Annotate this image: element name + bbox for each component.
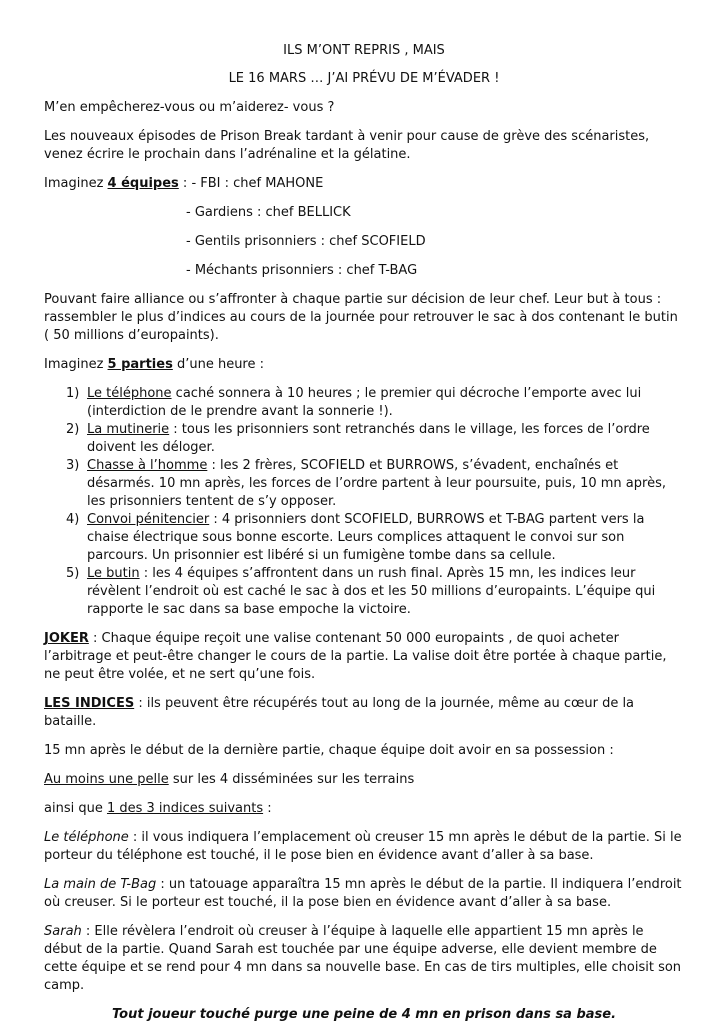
- parts-lead: Imaginez: [44, 357, 108, 372]
- joker-paragraph: [44, 630, 684, 684]
- part-text: : 4 prisonniers dont SCOFIELD, BURROWS et T-BAG partent vers la chaise électrique sous bonne escorte. Leurs complices attaquent le convoi sur son parcours. Un prisonnier est libéré si un fumigène tombe dans sa cellule.: [87, 512, 645, 563]
- team-gentils: - Gentils prisonniers : chef SCOFIELD: [186, 234, 426, 249]
- parts-heading: [44, 356, 684, 374]
- joker-label: JOKER: [44, 631, 89, 646]
- pelle-underlined: Au moins une pelle: [44, 772, 169, 787]
- list-number: 1): [66, 386, 80, 401]
- title-line-1: ILS M’ONT REPRIS , MAIS: [283, 43, 445, 58]
- teams-lead: Imaginez: [44, 176, 108, 191]
- teams-heading: [44, 175, 684, 193]
- parts-count: 5 parties: [107, 357, 173, 372]
- ainsi-paragraph: [44, 800, 684, 818]
- team-gardiens: - Gardiens : chef BELLICK: [186, 205, 351, 220]
- list-item: [44, 511, 684, 565]
- indices-label: LES INDICES: [44, 696, 135, 711]
- team-fbi: : - FBI : chef MAHONE: [178, 176, 324, 191]
- part-title: Chasse à l’homme: [87, 458, 208, 473]
- part-text: : les 4 équipes s’affrontent dans un rush final. Après 15 mn, les indices leur révèlent l’endroit où est caché le sac à dos et les 50 millions d’europaints. L’équipe qui rapporte le sac dans sa base empoche la victoire.: [87, 566, 656, 617]
- title-line-2: LE 16 MARS … J’AI PRÉVU DE M’ÉVADER !: [228, 71, 500, 86]
- clue-sarah: [44, 923, 684, 995]
- alliance-text: Pouvant faire alliance ou s’affronter à chaque partie sur décision de leur chef. Leur but à tous : rassembler le plus d’indices au cours de la journée pour retrouver le sac à dos contenant le butin ( 50 millions d’europaints).: [44, 292, 678, 343]
- parts-tail: d’une heure :: [172, 357, 264, 372]
- part-text: : tous les prisonniers sont retranchés dans le village, les forces de l’ordre doivent les déloger.: [87, 422, 650, 455]
- indices-paragraph: [44, 695, 684, 731]
- list-number: 3): [66, 458, 80, 473]
- rule-text: 15 mn après le début de la dernière partie, chaque équipe doit avoir en sa possession :: [44, 743, 614, 758]
- list-item: [44, 385, 684, 421]
- document-page: [44, 42, 684, 1035]
- clue-name: Le téléphone: [44, 830, 129, 845]
- list-number: 2): [66, 422, 80, 437]
- intro-question: M’en empêcherez-vous ou m’aiderez- vous ?: [44, 100, 335, 115]
- list-item: [44, 565, 684, 619]
- part-title: Le téléphone: [87, 386, 172, 401]
- part-title: Le butin: [87, 566, 140, 581]
- ainsi-lead: ainsi que: [44, 801, 107, 816]
- part-text: caché sonnera à 10 heures ; le premier qui décroche l’emporte avec lui (interdiction de le prendre avant la sonnerie !).: [87, 386, 642, 419]
- list-item: [44, 457, 684, 511]
- clue-text: : un tatouage apparaîtra 15 mn après le début de la partie. Il indiquera l’endroit où creuser. Si le porteur est touché, il la pose bien en évidence avant d’aller à sa base.: [44, 877, 682, 910]
- part-text: : les 2 frères, SCOFIELD et BURROWS, s’évadent, enchaînés et désarmés. 10 mn après, les forces de l’ordre partent à leur poursuite, puis, 10 mn après, les prisonniers tentent de s’y opposer.: [87, 458, 666, 509]
- teams-count: 4 équipes: [107, 176, 179, 191]
- intro-text: Les nouveaux épisodes de Prison Break tardant à venir pour cause de grève des scénaristes, venez écrire le prochain dans l’adrénaline et la gélatine.: [44, 129, 650, 162]
- list-number: 5): [66, 566, 80, 581]
- ainsi-underlined: 1 des 3 indices suivants: [106, 801, 264, 816]
- clue-telephone: [44, 829, 684, 865]
- ainsi-tail: :: [263, 801, 272, 816]
- clue-name: La main de T-Bag: [44, 877, 157, 892]
- list-item: [44, 421, 684, 457]
- part-title: La mutinerie: [87, 422, 170, 437]
- clue-text: : il vous indiquera l’emplacement où creuser 15 mn après le début de la partie. Si le porteur du téléphone est touché, il le pose bien en évidence avant d’aller à sa base.: [44, 830, 682, 863]
- final-note: Tout joueur touché purge une peine de 4 mn en prison dans sa base.: [111, 1007, 617, 1022]
- list-number: 4): [66, 512, 80, 527]
- pelle-paragraph: [44, 771, 684, 789]
- indices-text: : ils peuvent être récupérés tout au long de la journée, même au cœur de la bataille.: [44, 696, 635, 729]
- clue-text: : Elle révèlera l’endroit où creuser à l’équipe à laquelle elle appartient 15 mn après le début de la partie. Quand Sarah est touchée par une équipe adverse, elle devient membre de cette équipe et se rend pour 4 mn dans sa nouvelle base. En cas de tirs multiples, elle choisit son camp.: [44, 924, 682, 993]
- pelle-text: sur les 4 disséminées sur les terrains: [168, 772, 415, 787]
- team-mechants: - Méchants prisonniers : chef T-BAG: [186, 263, 418, 278]
- clue-name: Sarah: [44, 924, 82, 939]
- joker-text: : Chaque équipe reçoit une valise contenant 50 000 europaints , de quoi acheter l’arbitrage et peut-être changer le cours de la partie. La valise doit être portée à chaque partie, ne peut être volée, et ne sert qu’une fois.: [44, 631, 667, 682]
- parts-list: [44, 385, 684, 619]
- part-title: Convoi pénitencier: [87, 512, 210, 527]
- clue-main-tbag: [44, 876, 684, 912]
